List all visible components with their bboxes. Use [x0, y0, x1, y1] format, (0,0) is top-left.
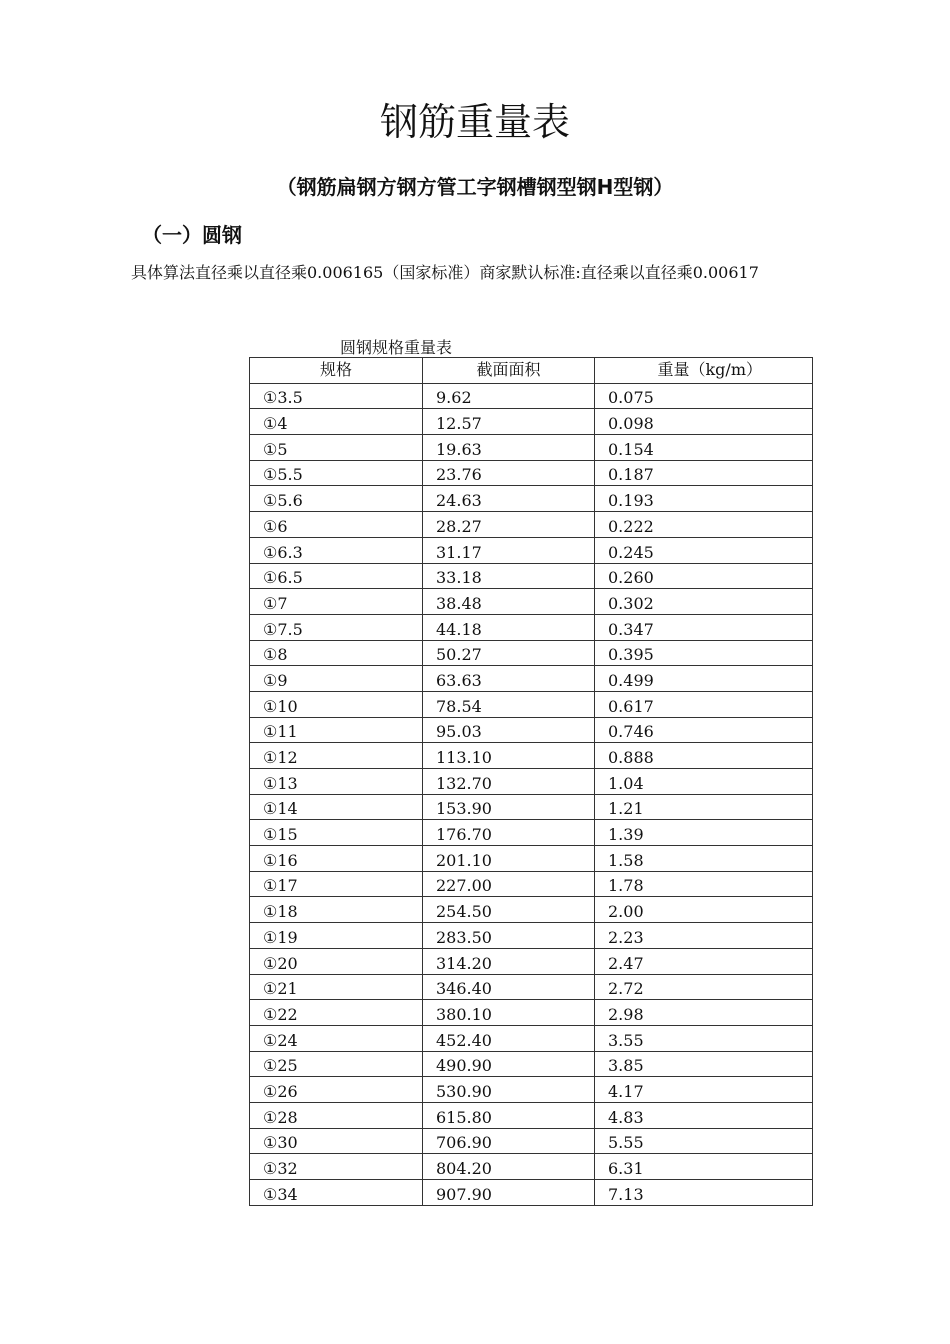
table-row	[250, 383, 813, 409]
cell-area: 490.90	[423, 1051, 595, 1077]
cell-weight: 1.78	[595, 871, 813, 897]
cell-spec: ①6	[250, 512, 423, 538]
cell-area: 19.63	[423, 435, 595, 461]
cell-spec: ①7	[250, 589, 423, 615]
cell-weight: 0.193	[595, 486, 813, 512]
table-row	[250, 717, 813, 743]
cell-weight: 2.72	[595, 974, 813, 1000]
document-title: 钢筋重量表	[379, 100, 570, 144]
table-row	[250, 1154, 813, 1180]
table-header-row	[250, 358, 813, 384]
cell-weight: 0.222	[595, 512, 813, 538]
cell-area: 314.20	[423, 948, 595, 974]
cell-spec: ①20	[250, 948, 423, 974]
cell-area: 38.48	[423, 589, 595, 615]
table-row	[250, 1000, 813, 1026]
cell-weight: 0.154	[595, 435, 813, 461]
cell-area: 12.57	[423, 409, 595, 435]
cell-weight: 0.260	[595, 563, 813, 589]
cell-spec: ①26	[250, 1077, 423, 1103]
cell-area: 804.20	[423, 1154, 595, 1180]
cell-weight: 0.888	[595, 743, 813, 769]
header-weight: 重量（kg/m）	[595, 358, 813, 384]
cell-spec: ①8	[250, 640, 423, 666]
cell-spec: ①9	[250, 666, 423, 692]
cell-weight: 1.04	[595, 769, 813, 795]
cell-area: 380.10	[423, 1000, 595, 1026]
section-heading: （一）圆钢	[142, 223, 242, 247]
cell-spec: ①7.5	[250, 614, 423, 640]
cell-spec: ①34	[250, 1180, 423, 1206]
table-row	[250, 691, 813, 717]
cell-spec: ①11	[250, 717, 423, 743]
cell-area: 176.70	[423, 820, 595, 846]
cell-area: 31.17	[423, 537, 595, 563]
table-caption: 圆钢规格重量表	[340, 338, 453, 357]
header-area: 截面面积	[423, 358, 595, 384]
table-row	[250, 460, 813, 486]
table-row	[250, 1025, 813, 1051]
cell-weight: 0.098	[595, 409, 813, 435]
cell-spec: ①4	[250, 409, 423, 435]
cell-spec: ①12	[250, 743, 423, 769]
cell-spec: ①18	[250, 897, 423, 923]
cell-area: 452.40	[423, 1025, 595, 1051]
table-row	[250, 666, 813, 692]
cell-area: 153.90	[423, 794, 595, 820]
cell-spec: ①32	[250, 1154, 423, 1180]
table-row	[250, 537, 813, 563]
cell-spec: ①30	[250, 1128, 423, 1154]
table-row	[250, 435, 813, 461]
cell-weight: 1.21	[595, 794, 813, 820]
cell-area: 615.80	[423, 1102, 595, 1128]
cell-area: 346.40	[423, 974, 595, 1000]
table-row	[250, 1077, 813, 1103]
table-row	[250, 948, 813, 974]
cell-weight: 2.00	[595, 897, 813, 923]
cell-weight: 4.17	[595, 1077, 813, 1103]
cell-spec: ①5.6	[250, 486, 423, 512]
cell-weight: 0.395	[595, 640, 813, 666]
cell-spec: ①16	[250, 846, 423, 872]
round-steel-weight-table	[249, 357, 813, 1206]
cell-spec: ①25	[250, 1051, 423, 1077]
table-row	[250, 1102, 813, 1128]
cell-spec: ①24	[250, 1025, 423, 1051]
cell-area: 50.27	[423, 640, 595, 666]
cell-weight: 2.23	[595, 923, 813, 949]
cell-area: 132.70	[423, 769, 595, 795]
cell-weight: 0.245	[595, 537, 813, 563]
header-spec: 规格	[250, 358, 423, 384]
cell-spec: ①14	[250, 794, 423, 820]
cell-area: 907.90	[423, 1180, 595, 1206]
intro-paragraph: 具体算法直径乘以直径乘0.006165（国家标准）商家默认标准:直径乘以直径乘0.00617	[131, 263, 759, 282]
cell-spec: ①15	[250, 820, 423, 846]
cell-weight: 1.58	[595, 846, 813, 872]
cell-weight: 7.13	[595, 1180, 813, 1206]
table-row	[250, 769, 813, 795]
cell-area: 63.63	[423, 666, 595, 692]
cell-spec: ①13	[250, 769, 423, 795]
cell-area: 44.18	[423, 614, 595, 640]
cell-spec: ①21	[250, 974, 423, 1000]
table-row	[250, 897, 813, 923]
cell-area: 95.03	[423, 717, 595, 743]
table-row	[250, 923, 813, 949]
cell-spec: ①28	[250, 1102, 423, 1128]
table-body	[250, 383, 813, 1205]
cell-area: 113.10	[423, 743, 595, 769]
table-row	[250, 820, 813, 846]
cell-weight: 2.98	[595, 1000, 813, 1026]
table-row	[250, 486, 813, 512]
cell-weight: 0.617	[595, 691, 813, 717]
cell-area: 78.54	[423, 691, 595, 717]
table-row	[250, 794, 813, 820]
cell-spec: ①6.5	[250, 563, 423, 589]
cell-weight: 3.55	[595, 1025, 813, 1051]
cell-weight: 0.746	[595, 717, 813, 743]
cell-spec: ①17	[250, 871, 423, 897]
cell-area: 706.90	[423, 1128, 595, 1154]
cell-area: 23.76	[423, 460, 595, 486]
table-row	[250, 974, 813, 1000]
table-row	[250, 640, 813, 666]
cell-spec: ①5.5	[250, 460, 423, 486]
cell-area: 28.27	[423, 512, 595, 538]
cell-spec: ①10	[250, 691, 423, 717]
table-row	[250, 743, 813, 769]
cell-weight: 4.83	[595, 1102, 813, 1128]
cell-weight: 0.302	[595, 589, 813, 615]
cell-area: 283.50	[423, 923, 595, 949]
cell-area: 33.18	[423, 563, 595, 589]
cell-area: 9.62	[423, 383, 595, 409]
cell-spec: ①6.3	[250, 537, 423, 563]
table-row	[250, 846, 813, 872]
table-row	[250, 563, 813, 589]
cell-weight: 0.347	[595, 614, 813, 640]
cell-area: 24.63	[423, 486, 595, 512]
cell-spec: ①19	[250, 923, 423, 949]
cell-spec: ①3.5	[250, 383, 423, 409]
document-subtitle: （钢筋扁钢方钢方管工字钢槽钢型钢H型钢）	[276, 175, 674, 199]
cell-weight: 2.47	[595, 948, 813, 974]
cell-spec: ①5	[250, 435, 423, 461]
cell-area: 254.50	[423, 897, 595, 923]
cell-weight: 0.075	[595, 383, 813, 409]
cell-spec: ①22	[250, 1000, 423, 1026]
table-row	[250, 871, 813, 897]
cell-weight: 5.55	[595, 1128, 813, 1154]
table-row	[250, 1128, 813, 1154]
cell-weight: 0.187	[595, 460, 813, 486]
cell-weight: 6.31	[595, 1154, 813, 1180]
cell-area: 227.00	[423, 871, 595, 897]
cell-weight: 1.39	[595, 820, 813, 846]
cell-weight: 3.85	[595, 1051, 813, 1077]
table-row	[250, 512, 813, 538]
cell-weight: 0.499	[595, 666, 813, 692]
table-row	[250, 409, 813, 435]
cell-area: 201.10	[423, 846, 595, 872]
table-row	[250, 589, 813, 615]
table-row	[250, 1051, 813, 1077]
table-row	[250, 1180, 813, 1206]
table-row	[250, 614, 813, 640]
cell-area: 530.90	[423, 1077, 595, 1103]
